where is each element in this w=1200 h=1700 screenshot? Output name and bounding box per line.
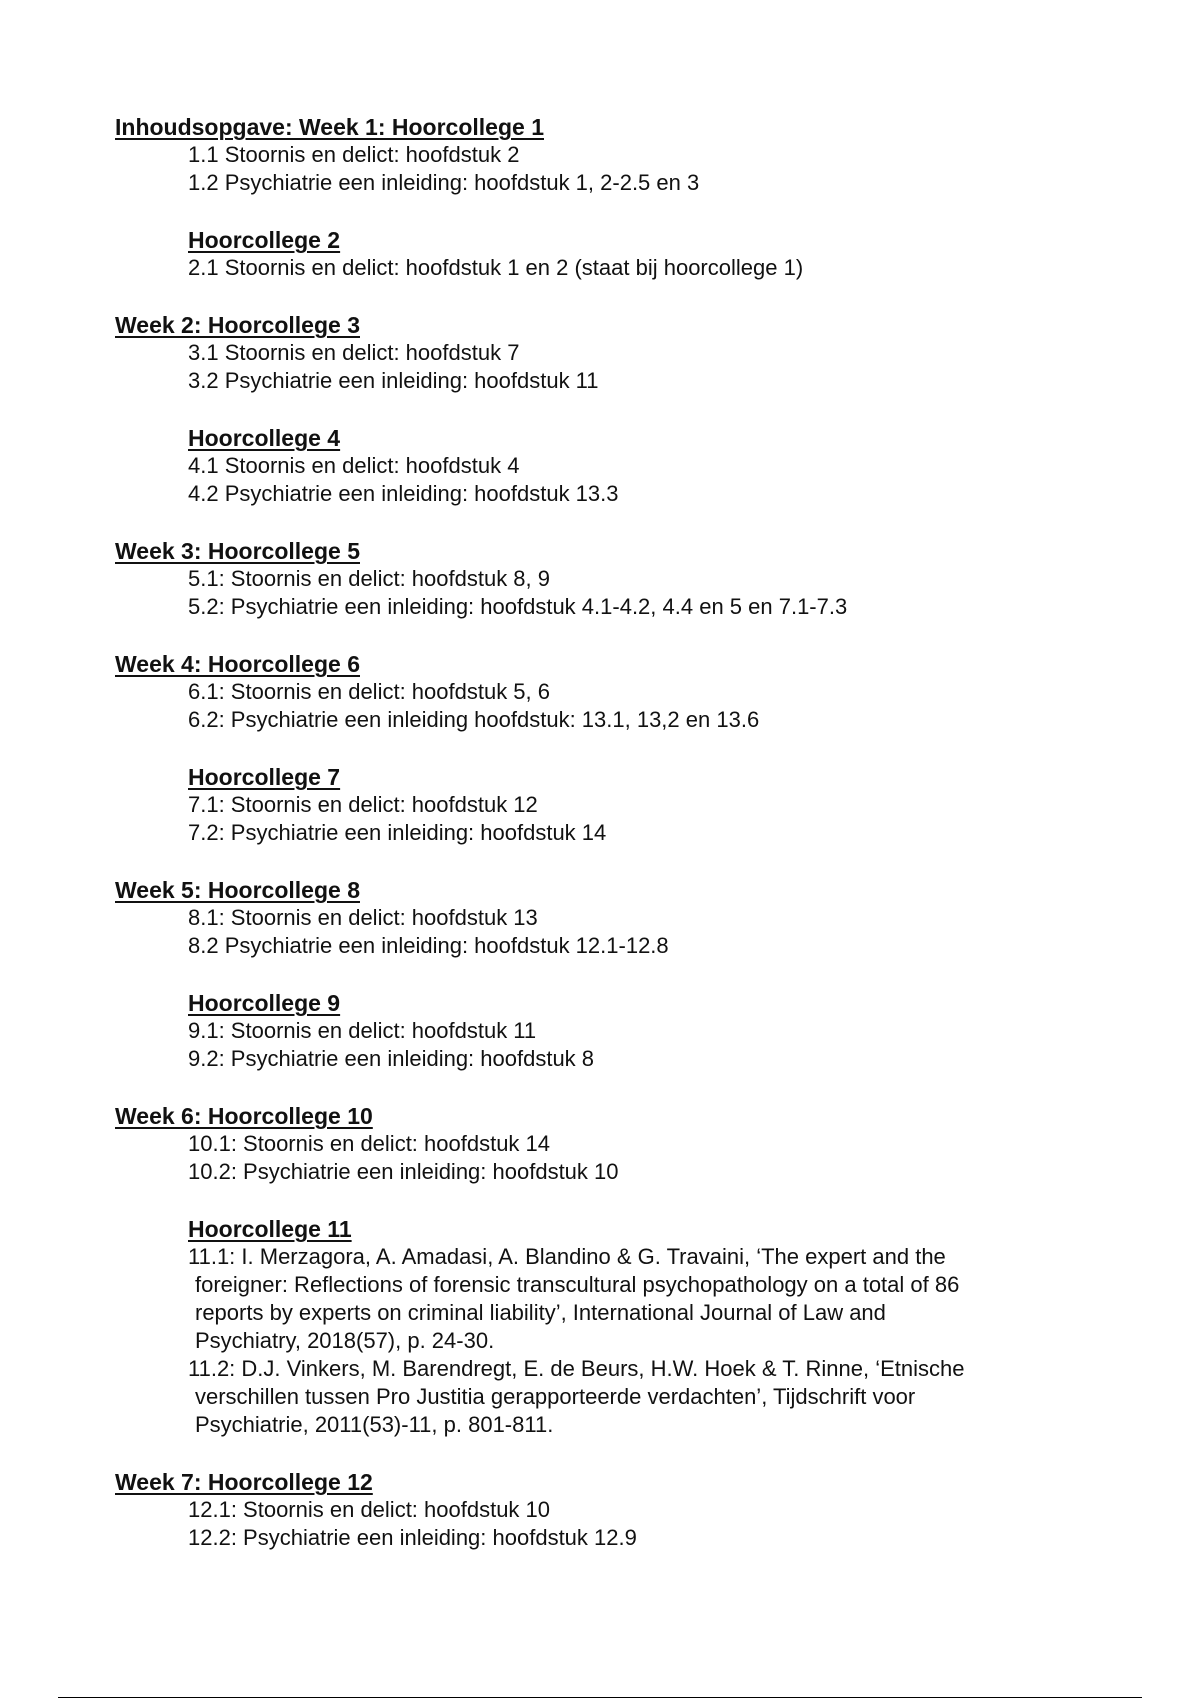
section-heading: Week 6: Hoorcollege 10	[115, 1103, 373, 1129]
reference-line: Psychiatry, 2018(57), p. 24-30.	[195, 1328, 495, 1353]
list-item: 7.1: Stoornis en delict: hoofdstuk 12	[188, 792, 538, 817]
section-heading: Week 7: Hoorcollege 12	[115, 1469, 373, 1495]
section-week-4-hoorcollege-6	[115, 650, 1075, 734]
list-item: 6.2: Psychiatrie een inleiding hoofdstuk: 13.1, 13,2 en 13.6	[188, 707, 760, 732]
section-week-7-hoorcollege-12	[115, 1468, 1075, 1552]
list-item: 5.2: Psychiatrie een inleiding: hoofdstuk 4.1-4.2, 4.4 en 5 en 7.1-7.3	[188, 594, 848, 619]
page-bottom-divider	[58, 1697, 1142, 1698]
reference-line: verschillen tussen Pro Justitia gerapporteerde verdachten’, Tijdschrift voor	[195, 1384, 916, 1409]
section-hoorcollege-4	[115, 424, 1075, 508]
reference-item	[188, 1243, 1068, 1355]
section-week-3-hoorcollege-5	[115, 537, 1075, 621]
section-hoorcollege-7	[115, 763, 1075, 847]
list-item: 9.2: Psychiatrie een inleiding: hoofdstuk 8	[188, 1046, 595, 1071]
section-heading: Week 2: Hoorcollege 3	[115, 312, 360, 338]
list-item: 3.2 Psychiatrie een inleiding: hoofdstuk 11	[188, 368, 599, 393]
list-item: 10.1: Stoornis en delict: hoofdstuk 14	[188, 1131, 551, 1156]
section-heading: Week 3: Hoorcollege 5	[115, 538, 360, 564]
list-item: 12.2: Psychiatrie een inleiding: hoofdstuk 12.9	[188, 1525, 637, 1550]
section-heading: Week 4: Hoorcollege 6	[115, 651, 360, 677]
reference-line: 11.1: I. Merzagora, A. Amadasi, A. Blandino & G. Travaini, ‘The expert and the	[188, 1244, 946, 1269]
reference-item	[188, 1355, 1068, 1439]
section-heading: Hoorcollege 2	[188, 227, 341, 253]
section-week-2-hoorcollege-3	[115, 311, 1075, 395]
table-of-contents	[115, 113, 1075, 1581]
section-week-6-hoorcollege-10	[115, 1102, 1075, 1186]
section-heading: Hoorcollege 11	[188, 1216, 352, 1242]
list-item: 12.1: Stoornis en delict: hoofdstuk 10	[188, 1497, 551, 1522]
section-hoorcollege-2	[115, 226, 1075, 282]
section-week-1-hoorcollege-1	[115, 113, 1075, 197]
list-item: 2.1 Stoornis en delict: hoofdstuk 1 en 2 (staat bij hoorcollege 1)	[188, 255, 804, 280]
section-heading: Hoorcollege 9	[188, 990, 341, 1016]
section-week-5-hoorcollege-8	[115, 876, 1075, 960]
list-item: 10.2: Psychiatrie een inleiding: hoofdstuk 10	[188, 1159, 619, 1184]
list-item: 8.2 Psychiatrie een inleiding: hoofdstuk 12.1-12.8	[188, 933, 669, 958]
list-item: 1.2 Psychiatrie een inleiding: hoofdstuk 1, 2-2.5 en 3	[188, 170, 700, 195]
list-item: 1.1 Stoornis en delict: hoofdstuk 2	[188, 142, 520, 167]
section-heading: Hoorcollege 7	[188, 764, 341, 790]
section-heading: Week 5: Hoorcollege 8	[115, 877, 360, 903]
reference-line: reports by experts on criminal liability’, International Journal of Law and	[195, 1300, 886, 1325]
list-item: 3.1 Stoornis en delict: hoofdstuk 7	[188, 340, 520, 365]
reference-line: Psychiatrie, 2011(53)-11, p. 801-811.	[195, 1412, 554, 1437]
section-hoorcollege-11	[115, 1215, 1075, 1439]
section-hoorcollege-9	[115, 989, 1075, 1073]
list-item: 4.1 Stoornis en delict: hoofdstuk 4	[188, 453, 520, 478]
toc-title: Inhoudsopgave: Week 1: Hoorcollege 1	[115, 114, 544, 140]
section-heading: Hoorcollege 4	[188, 425, 341, 451]
reference-line: 11.2: D.J. Vinkers, M. Barendregt, E. de Beurs, H.W. Hoek & T. Rinne, ‘Etnische	[188, 1356, 965, 1381]
reference-line: foreigner: Reflections of forensic transcultural psychopathology on a total of 86	[195, 1272, 960, 1297]
list-item: 4.2 Psychiatrie een inleiding: hoofdstuk 13.3	[188, 481, 619, 506]
list-item: 5.1: Stoornis en delict: hoofdstuk 8, 9	[188, 566, 551, 591]
list-item: 9.1: Stoornis en delict: hoofdstuk 11	[188, 1018, 537, 1043]
list-item: 6.1: Stoornis en delict: hoofdstuk 5, 6	[188, 679, 551, 704]
list-item: 7.2: Psychiatrie een inleiding: hoofdstuk 14	[188, 820, 607, 845]
list-item: 8.1: Stoornis en delict: hoofdstuk 13	[188, 905, 538, 930]
